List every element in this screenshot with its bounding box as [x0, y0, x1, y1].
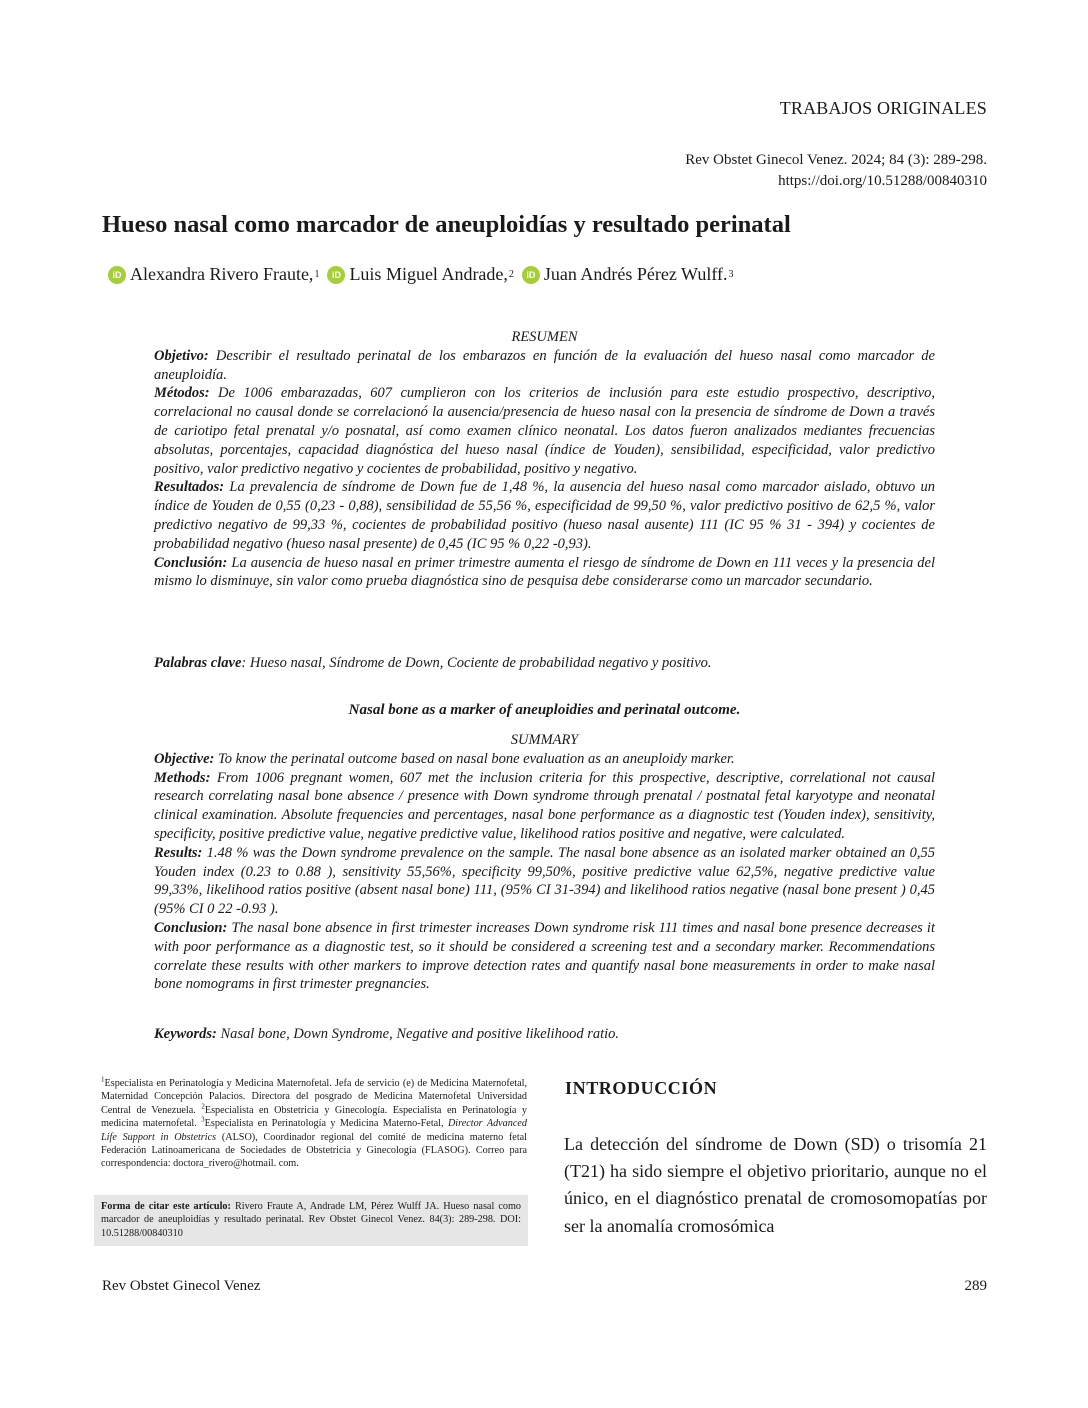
author-2: iD Luis Miguel Andrade, 2 — [327, 264, 513, 285]
page-number: 289 — [964, 1278, 987, 1294]
methods-text: From 1006 pregnant women, 607 met the inclusion criteria for this prospective, descriptive, correlational not causal research correlating nasal bone absence / presence with Down syndrome through prenatal / postnatal fetal karyotype and neonatal clinical examination. Absolute frequencies and percentages, nasal bone performance as a diagnostic test (Youden index), sensitivity, specificity, positive predictive value, negative predictive value, likelihood ratios positive and negative, were calculated. — [154, 769, 935, 842]
author-name: Alexandra Rivero Fraute, — [130, 264, 314, 284]
introduction-heading: INTRODUCCIÓN — [565, 1078, 718, 1098]
objective-label: Objective: — [154, 750, 215, 767]
keywords-text: Nasal bone, Down Syndrome, Negative and positive likelihood ratio. — [216, 1026, 620, 1042]
article-title: Hueso nasal como marcador de aneuploidías y resultado perinatal — [102, 211, 791, 238]
keywords-label: Keywords: — [154, 1026, 217, 1042]
footer-journal: Rev Obstet Ginecol Venez — [102, 1278, 261, 1294]
results-label: Results: — [154, 844, 203, 861]
footnote-text: Especialista en Perinatología y Medicina Maternofetal. Jefa de servicio (e) de Medicina Maternofetal, Maternidad Concepción Palacios. Directora del posgrado de Medicina Maternofetal Universidad Central de Venezuela. — [101, 1078, 527, 1116]
footnote-text: Especialista en Obstetricia y Ginecología. Especialista en Perinatología y medicina maternofetal. — [101, 1104, 527, 1130]
journal-citation — [685, 150, 987, 192]
resumen-resultados — [154, 478, 935, 553]
doi-link[interactable]: https://doi.org/10.51288/00840310 — [778, 173, 987, 189]
footnote-marker: 1 — [101, 1075, 105, 1084]
english-title: Nasal bone as a marker of aneuploidies and perinatal outcome. — [348, 702, 741, 718]
affiliation-footnote — [101, 1077, 527, 1171]
english-conclusion-text: The nasal bone absence in first trimester increases Down syndrome risk 111 times and nasal bone presence decreases it with poor performance as a diagnostic test, so it should be considered a screening test and a secondary marker. Recommendations correlate these results with other markers to improve detection rates and quantify nasal bone measurements in order to make nasal bone nomograms in first trimester pregnancies. — [154, 919, 935, 993]
section-label: TRABAJOS ORIGINALES — [779, 98, 987, 118]
author-3: iD Juan Andrés Pérez Wulff. 3 — [522, 264, 734, 285]
summary-conclusion — [154, 919, 935, 994]
objetivo-label: Objetivo: — [154, 347, 209, 364]
author-1: iD Alexandra Rivero Fraute, 1 — [108, 264, 319, 285]
orcid-icon[interactable]: iD — [327, 266, 345, 284]
resultados-label: Resultados: — [154, 479, 225, 496]
resumen-metodos — [154, 384, 935, 478]
resumen-conclusion — [154, 554, 935, 592]
methods-label: Methods: — [154, 769, 211, 786]
metodos-text: De 1006 embarazadas, 607 cumplieron con los criterios de inclusión para este estudio prospectivo, descriptivo, correlacional no causal donde se correlacionó la ausencia/presencia de hueso nasal con la presencia de síndrome de Down a través de cariotipo fetal prenatal y/o posnatal, así como examen clínico neonatal. Los datos fueron analizados mediantes frecuencias absolutas, porcentajes, capacidad diagnóstica del hueso nasal (índice de Youden), sensibilidad, especificidad, valor predictivo positivo, valor predictivo negativo y cocientes de probabilidad, positivo y negativo. — [154, 385, 935, 477]
summary-methods — [154, 769, 935, 844]
summary-objective — [154, 750, 935, 769]
resumen-heading: RESUMEN — [511, 329, 578, 345]
footnote-marker: 2 — [201, 1102, 205, 1111]
resultados-text: La prevalencia de síndrome de Down fue de 1,48 %, la ausencia del hueso nasal como marcador aislado, obtuvo un índice de Youden de 0,55 (0,23 - 0,88), sensibilidad de 55,56 %, especificidad de 99,50 %, valor predictivo positivo de 62,5 %, valor predictivo negativo de 99,33 %, cocientes de probabilidad positivo (hueso nasal ausente) 111 (IC 95 % 31 - 394) y cocientes de probabilidad negativo (hueso nasal presente) de 0,45 (IC 95 % 0,22 -0,93). — [154, 479, 935, 552]
orcid-icon[interactable]: iD — [108, 266, 126, 284]
author-name: Juan Andrés Pérez Wulff. — [543, 264, 728, 284]
metodos-label: Métodos: — [154, 385, 210, 402]
author-list — [108, 264, 742, 285]
palabras-clave-label: Palabras clave — [154, 655, 242, 671]
keywords — [154, 1025, 935, 1044]
how-to-cite-text: Rivero Fraute A, Andrade LM, Pérez Wulff JA. Hueso nasal como marcador de aneuploidías y resultado perinatal. Rev Obstet Ginecol Venez. 84(3): 289-298. DOI: 10.51288/00840310 — [101, 1201, 521, 1239]
objective-text: To know the perinatal outcome based on nasal bone evaluation as an aneuploidy marker. — [214, 750, 735, 767]
objetivo-text: Describir el resultado perinatal de los embarazos en función de la evaluación del hueso nasal como marcador de aneuploidía. — [154, 347, 935, 383]
palabras-clave-text: : Hueso nasal, Síndrome de Down, Cociente de probabilidad negativo y positivo. — [241, 655, 712, 671]
introduction-text: La detección del síndrome de Down (SD) o trisomía 21 (T21) ha sido siempre el objetivo prioritario, aunque no el único, en el diagnóstico prenatal de cromosomopatías por ser la anomalía cromosómica — [564, 1134, 987, 1236]
citation-line: Rev Obstet Ginecol Venez. 2024; 84 (3): 289-298. — [685, 152, 987, 168]
results-text: 1.48 % was the Down syndrome prevalence on the sample. The nasal bone absence as an isolated marker obtained an 0,55 Youden index (0.23 to 0.88 ), sensitivity 55,56%, specificity 99,50%, positive predictive value 62,5%, negative predictive value 99,33%, likelihood ratios positive (absent nasal bone) 111, (95% CI 31-394) and likelihood ratios negative (nasal bone present ) 0,45 (95% CI 0 22 -0.93 ). — [154, 844, 935, 918]
footnote-text: Especialista en Perinatología y Medicina Materno-Fetal, — [204, 1118, 448, 1130]
english-conclusion-label: Conclusion: — [154, 919, 228, 936]
summary-block — [154, 731, 935, 994]
resumen-block — [154, 328, 935, 591]
author-name: Luis Miguel Andrade, — [349, 264, 508, 284]
how-to-cite-label: Forma de citar este artículo: — [101, 1201, 231, 1212]
conclusion-text: La ausencia de hueso nasal en primer trimestre aumenta el riesgo de síndrome de Down en 111 veces y la presencia del mismo lo disminuye, sin valor como prueba diagnóstica sino de pesquisa debe considerarse como un marcador secundario. — [154, 554, 935, 590]
orcid-icon[interactable]: iD — [522, 266, 540, 284]
palabras-clave — [154, 654, 935, 673]
footnote-text: (ALSO), Coordinador regional del comité de medicina materno fetal Federación Latinoamericana de Sociedades de Obstetricia y Ginecología (FLASOG). Correo para correspondencia: doctora_rivero@hotmail. com. — [101, 1131, 528, 1170]
how-to-cite-box — [94, 1195, 528, 1246]
conclusion-label: Conclusión: — [154, 554, 228, 571]
summary-results — [154, 844, 935, 919]
resumen-objetivo — [154, 347, 935, 385]
footnote-marker: 3 — [201, 1115, 205, 1124]
footnote-italic: Director Advanced Life Support in Obstetrics — [101, 1118, 528, 1143]
summary-heading: SUMMARY — [510, 732, 579, 748]
